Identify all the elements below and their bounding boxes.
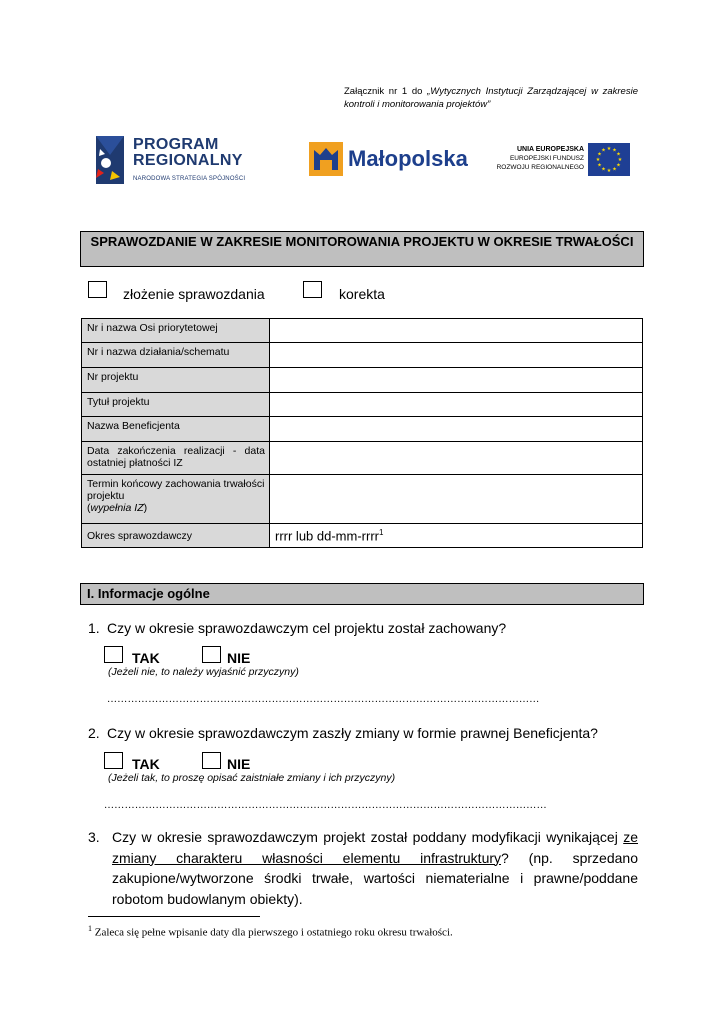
svg-text:★: ★ <box>601 166 606 173</box>
table-row <box>82 393 643 417</box>
row-value-axis[interactable] <box>270 319 643 343</box>
svg-text:★: ★ <box>597 162 602 169</box>
row-label-end-date: Data zakończenia realizacji - data ostatniej płatności IZ <box>82 442 270 475</box>
table-row <box>82 442 643 475</box>
q2-yes-checkbox[interactable] <box>104 752 123 769</box>
row-value-action[interactable] <box>270 343 643 368</box>
table-row <box>82 368 643 393</box>
row-label-beneficiary: Nazwa Beneficjenta <box>82 417 270 442</box>
report-title: SPRAWOZDANIE W ZAKRESIE MONITOROWANIA PROJEKTU W OKRESIE TRWAŁOŚCI <box>80 231 644 267</box>
table-row <box>82 475 643 524</box>
svg-text:★: ★ <box>595 157 601 163</box>
question-3-text <box>112 827 638 909</box>
q2-answer-line[interactable]: ………………………………………………………………………………………………………………… <box>104 800 547 811</box>
q3-underlined: ze zmiany charakteru własności elementu infrastruktury <box>112 829 638 866</box>
svg-text:★: ★ <box>612 147 617 154</box>
question-1-number: 1. <box>88 620 100 636</box>
svg-text:★: ★ <box>616 162 621 169</box>
row-value-end-date[interactable] <box>270 442 643 475</box>
q3-part1: Czy w okresie sprawozdawczym projekt został poddany modyfikacji wynikającej <box>112 829 624 845</box>
question-1-text: Czy w okresie sprawozdawczym cel projektu został zachowany? <box>107 620 507 636</box>
q1-yes-label: TAK <box>132 650 160 666</box>
footnote-text: Zaleca się pełne wpisanie daty dla pierwszego i ostatniego roku okresu trwałości. <box>92 926 453 939</box>
table-row <box>82 343 643 368</box>
eu-text-block <box>478 145 584 172</box>
row-value-beneficiary[interactable] <box>270 417 643 442</box>
q2-yes-label: TAK <box>132 756 160 772</box>
footnote-mark: 1 <box>88 924 92 933</box>
q1-hint: (Jeżeli nie, to należy wyjaśnić przyczyny) <box>108 666 299 678</box>
table-row <box>82 417 643 442</box>
footnote-ref: 1 <box>378 528 384 538</box>
svg-text:★: ★ <box>606 146 612 152</box>
question-2-text: Czy w okresie sprawozdawczym zaszły zmiany w formie prawnej Beneficjenta? <box>107 725 598 741</box>
reporting-period-value: rrrr lub dd-mm-rrrr <box>275 528 379 544</box>
durability-term-label: Termin końcowy zachowania trwałości projektu <box>87 478 265 502</box>
svg-text:★: ★ <box>601 147 606 154</box>
malopolska-logo-icon <box>309 142 343 176</box>
row-value-project-no[interactable] <box>270 368 643 393</box>
attachment-note-title: „Wytycznych Instytucji Zarządzającej w zakresie kontroli i monitorowania projektów” <box>344 86 638 110</box>
section-general-info: I. Informacje ogólne <box>80 583 644 605</box>
svg-text:★: ★ <box>606 168 612 174</box>
q1-yes-checkbox[interactable] <box>104 646 123 663</box>
row-label-action: Nr i nazwa działania/schematu <box>82 343 270 368</box>
question-3-number: 3. <box>88 829 100 845</box>
row-label-project-title: Tytuł projektu <box>82 393 270 417</box>
program-regionalny-subtitle: NARODOWA STRATEGIA SPÓJNOŚCI <box>133 176 246 182</box>
attachment-note <box>344 85 638 111</box>
q2-no-checkbox[interactable] <box>202 752 221 769</box>
correction-label: korekta <box>339 286 385 302</box>
malopolska-wordmark: Małopolska <box>348 146 468 171</box>
svg-text:★: ★ <box>597 151 602 158</box>
row-value-durability-term[interactable] <box>270 475 643 524</box>
durability-term-note-text: wypełnia IZ <box>90 502 144 514</box>
row-label-reporting-period: Okres sprawozdawczy <box>82 524 270 548</box>
svg-text:★: ★ <box>616 151 621 158</box>
attachment-note-prefix: Załącznik nr 1 do <box>344 86 428 97</box>
table-row <box>82 319 643 343</box>
submit-checkbox[interactable] <box>88 281 107 298</box>
eu-line2: EUROPEJSKI FUNDUSZ <box>509 155 584 162</box>
svg-text:★: ★ <box>617 157 623 163</box>
durability-term-note: (wypełnia IZ) <box>87 502 148 514</box>
row-label-project-no: Nr projektu <box>82 368 270 393</box>
program-regionalny-title <box>133 137 243 169</box>
table-row <box>82 524 643 548</box>
row-value-project-title[interactable] <box>270 393 643 417</box>
q1-no-label: NIE <box>227 650 251 666</box>
submit-label: złożenie sprawozdania <box>123 286 265 302</box>
project-info-table <box>81 318 643 548</box>
q2-no-label: NIE <box>227 756 251 772</box>
row-label-durability-term <box>82 475 270 524</box>
question-2-number: 2. <box>88 725 100 741</box>
q2-hint: (Jeżeli tak, to proszę opisać zaistniałe zmiany i ich przyczyny) <box>108 772 396 784</box>
program-line1: PROGRAM <box>133 136 219 153</box>
program-regionalny-logo-icon <box>92 133 134 187</box>
q1-answer-line[interactable]: ……………………………………………………………………………………………………………… <box>107 694 540 705</box>
footnote-divider <box>88 916 260 917</box>
correction-checkbox[interactable] <box>303 281 322 298</box>
eu-line1: UNIA EUROPEJSKA <box>516 146 584 153</box>
eu-line3: ROZWOJU REGIONALNEGO <box>496 164 584 171</box>
q3-part2: ? (np. sprzedano zakupione/wytworzone środki trwałe, wartości niematerialne i prawne/poddane robotom budowlanym obiekty). <box>112 849 638 907</box>
eu-flag-icon <box>588 143 630 176</box>
q1-no-checkbox[interactable] <box>202 646 221 663</box>
row-value-reporting-period[interactable] <box>270 524 643 548</box>
footnote <box>88 924 453 939</box>
program-line2: REGIONALNY <box>133 152 243 169</box>
svg-text:★: ★ <box>612 166 617 173</box>
row-label-axis: Nr i nazwa Osi priorytetowej <box>82 319 270 343</box>
